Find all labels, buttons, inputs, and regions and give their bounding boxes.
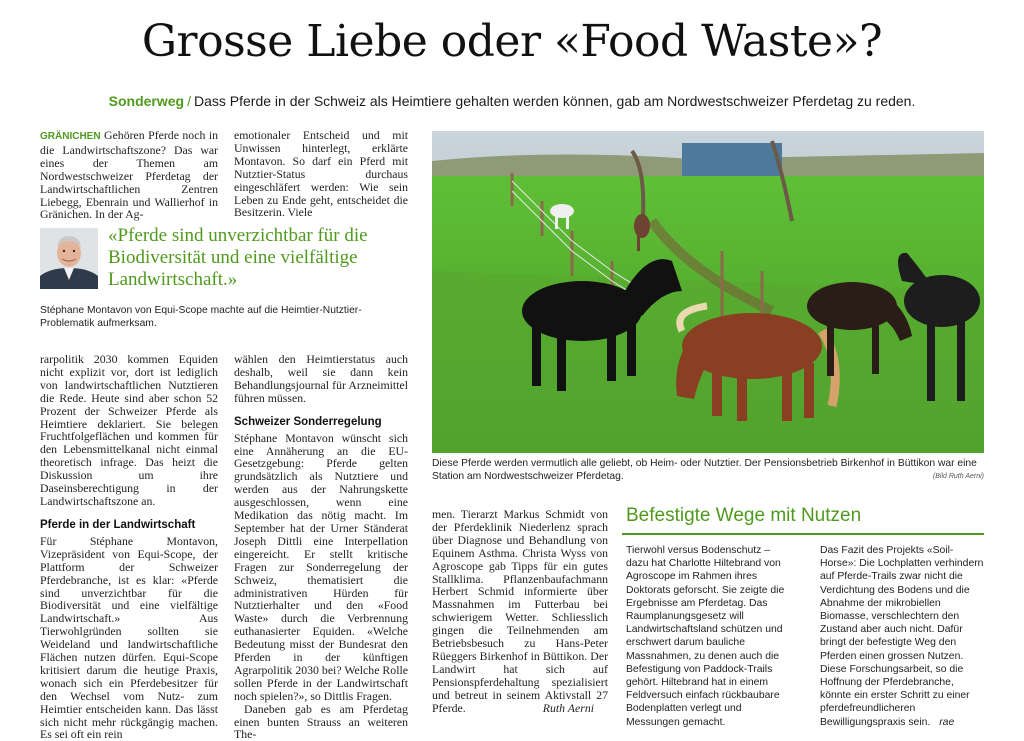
subhead-landwirtschaft: Pferde in der Landwirtschaft	[40, 518, 196, 531]
body-paragraph: Für Stéphane Montavon, Vizepräsident von Equi-Scope, der Plattform der Schweizer Pferdebranche, ist es klar: «Pferde sind unverzichtbar für die Biodiversität und eine vielfältige Landwirtschaft.» Aus Tierwohlgründen sollten sie Weideland und landwirtschaftliche Flächen nutzen dürfen. Equi-Scope kritisiert darum die heutige Praxis, wonach sich ein Pferdebesitzer für den Wechsel vom Nutz- zum Heimtier entscheiden kann. Das lässt sich nicht mehr rückgängig machen. Es sei oft ein rein	[40, 533, 218, 741]
dateline: GRÄNICHEN	[40, 131, 101, 142]
column-1-top	[40, 129, 218, 221]
column-2-top: emotionaler Entscheid und mit Unwissen hinterlegt, erklärte Montavon. So darf ein Pferd mit Nutztier-Status durchaus eingeschläfert werden: Wie sein Leben zu Ende geht, entscheidet die Besitzerin. Viele	[234, 128, 408, 220]
body-paragraph: men. Tierarzt Markus Schmidt von der Pferdeklinik Niederlenz sprach über Diagnose und Behandlung von Equinem Asthma. Christa Wyss von Agroscope gab Tipps für ein gutes Stallklima. Pflanzenbaufachmann Herbert Schmid informierte über Massnahmen im Futterbau bei schwierigem Wetter. Schliesslich gingen die Teilnehmenden am Betriebsbesuch zu Hans-Peter Rüeggers Birkenhof in Büttikon. Der Landwirt hat sich auf Pensionspferdehaltung spezialisiert und betreut in seinem Aktivstall 27 Pferde.	[432, 507, 608, 715]
body-paragraph: Daneben gab es am Pferdetag einen bunten Strauss an weiteren The-	[234, 701, 408, 741]
body-paragraph: Das Fazit des Projekts «Soil-Horse»: Die Lochplatten verhindern auf Pferde-Trails zwar nicht die Verdichtung des Bodens und die Abnahme der mikrobiellen Biomasse, verschlechtern den Zustand aber auch nicht. Dafür bringt der befestigte Weg den Pferden einen grossen Nutzen. Diese Forschungsarbeit, so die Hoffnung der Pferdebranche, könnte ein erster Schritt zu einer pferdefreundlicheren Bewilligungspraxis sein.	[820, 545, 984, 728]
box-title: Befestigte Wege mit Nutzen	[626, 505, 862, 526]
portrait-caption: Stéphane Montavon von Equi-Scope machte auf die Heimtier-Nutztier-Problematik aufmerksam.	[40, 305, 362, 329]
box-column-1: Tierwohl versus Bodenschutz – dazu hat Charlotte Hiltebrand von Agroscope im Rahmen ihres Doktorats geforscht. Sie zeigte die Ergebnisse am Pferdetag. Das Raumplanungsgesetz will Landwirtschaftsland schützen und erschwert darum bauliche Massnahmen, zu denen auch die Befestigung von Paddock-Trails gehört. Hiltebrand hat in einem Feldversuch einfach rückbaubare Bodenplatten verlegt und Messungen gemacht.	[626, 545, 785, 728]
photo-credit: (Bild Ruth Aerni)	[932, 473, 984, 480]
body-paragraph: wählen den Heimtierstatus auch deshalb, weil sie dann kein Behandlungsjournal für Arzneimittel führen müssen.	[234, 352, 408, 405]
portrait-image	[40, 228, 98, 289]
pull-quote: «Pferde sind unverzichtbar für die Biodiversität und eine vielfältige Landwirtschaft.»	[108, 225, 368, 290]
photo-caption: Diese Pferde werden vermutlich alle geliebt, ob Heim- oder Nutztier. Der Pensionsbetrieb Birkenhof in Büttikon war eine Station am Nordwestschweizer Pferdetag.	[432, 458, 977, 482]
intro-text: Gehören Pferde noch in die Landwirtschaftszone? Das war eines der Themen am Nordwestschweizer Pferdetag der Landwirtschaftlichen Zentren Liebegg, Ebenrain und Wallierhof in Gränichen. In der Ag-	[40, 128, 218, 222]
page-headline: Grosse Liebe oder «Food Waste»?	[141, 16, 883, 67]
body-paragraph: rarpolitik 2030 kommen Equiden nicht explizit vor, dort ist lediglich von landwirtschaftlichen Nutztieren die Rede. Heute sind aber schon 52 Prozent der Schweizer Pferde als Heimtiere deklariert. Sie belegen Fruchtfolgeflächen und kommen für den Lebensmittelkanal nicht einmal theoretisch infrage. Das heizt die Diskussion um ihre Daseinsberechtigung in der Landwirtschaftszone an.	[40, 352, 218, 508]
author-name: Ruth Aerni	[542, 700, 594, 715]
subline-text: Dass Pferde in der Schweiz als Heimtiere gehalten werden können, gab am Nordwestschweizer Pferdetag zu reden.	[193, 93, 916, 109]
article-subline	[0, 91, 1024, 111]
box-column-2	[820, 544, 984, 729]
subline-separator: /	[187, 93, 191, 109]
column-1-bottom	[40, 353, 218, 741]
horses-photo	[432, 131, 984, 453]
column-2-bottom	[234, 353, 408, 741]
box-author: rae	[939, 716, 955, 728]
box-divider	[622, 533, 984, 535]
subline-kicker: Sonderweg	[108, 93, 185, 109]
body-paragraph: Stéphane Montavon wünscht sich eine Annäherung an die EU-Gesetzgebung: Pferde gelten grundsätzlich als Nutztiere und werden aus der Nahrungskette ausgeschlossen, wenn eine Medikation das nötig macht. Im September hat der Urner Ständerat Joseph Dittli eine Interpellation eingereicht. Er stellt kritische Fragen zur Sonderregelung der Schweiz, thematisiert die administrativen Hürden für Nutztierhalter und den «Food Waste» durch die Verbrennung euthanasierter Equiden. «Welche Bedeutung misst der Bundesrat den Pferden in der künftigen Agrarpolitik 2030 bei? Welche Rolle sollen Pferde in der Landwirtschaft noch spielen?», so Dittlis Fragen.	[234, 430, 408, 703]
subhead-sonderregelung: Schweizer Sonderregelung	[234, 415, 382, 428]
column-3	[432, 508, 608, 715]
